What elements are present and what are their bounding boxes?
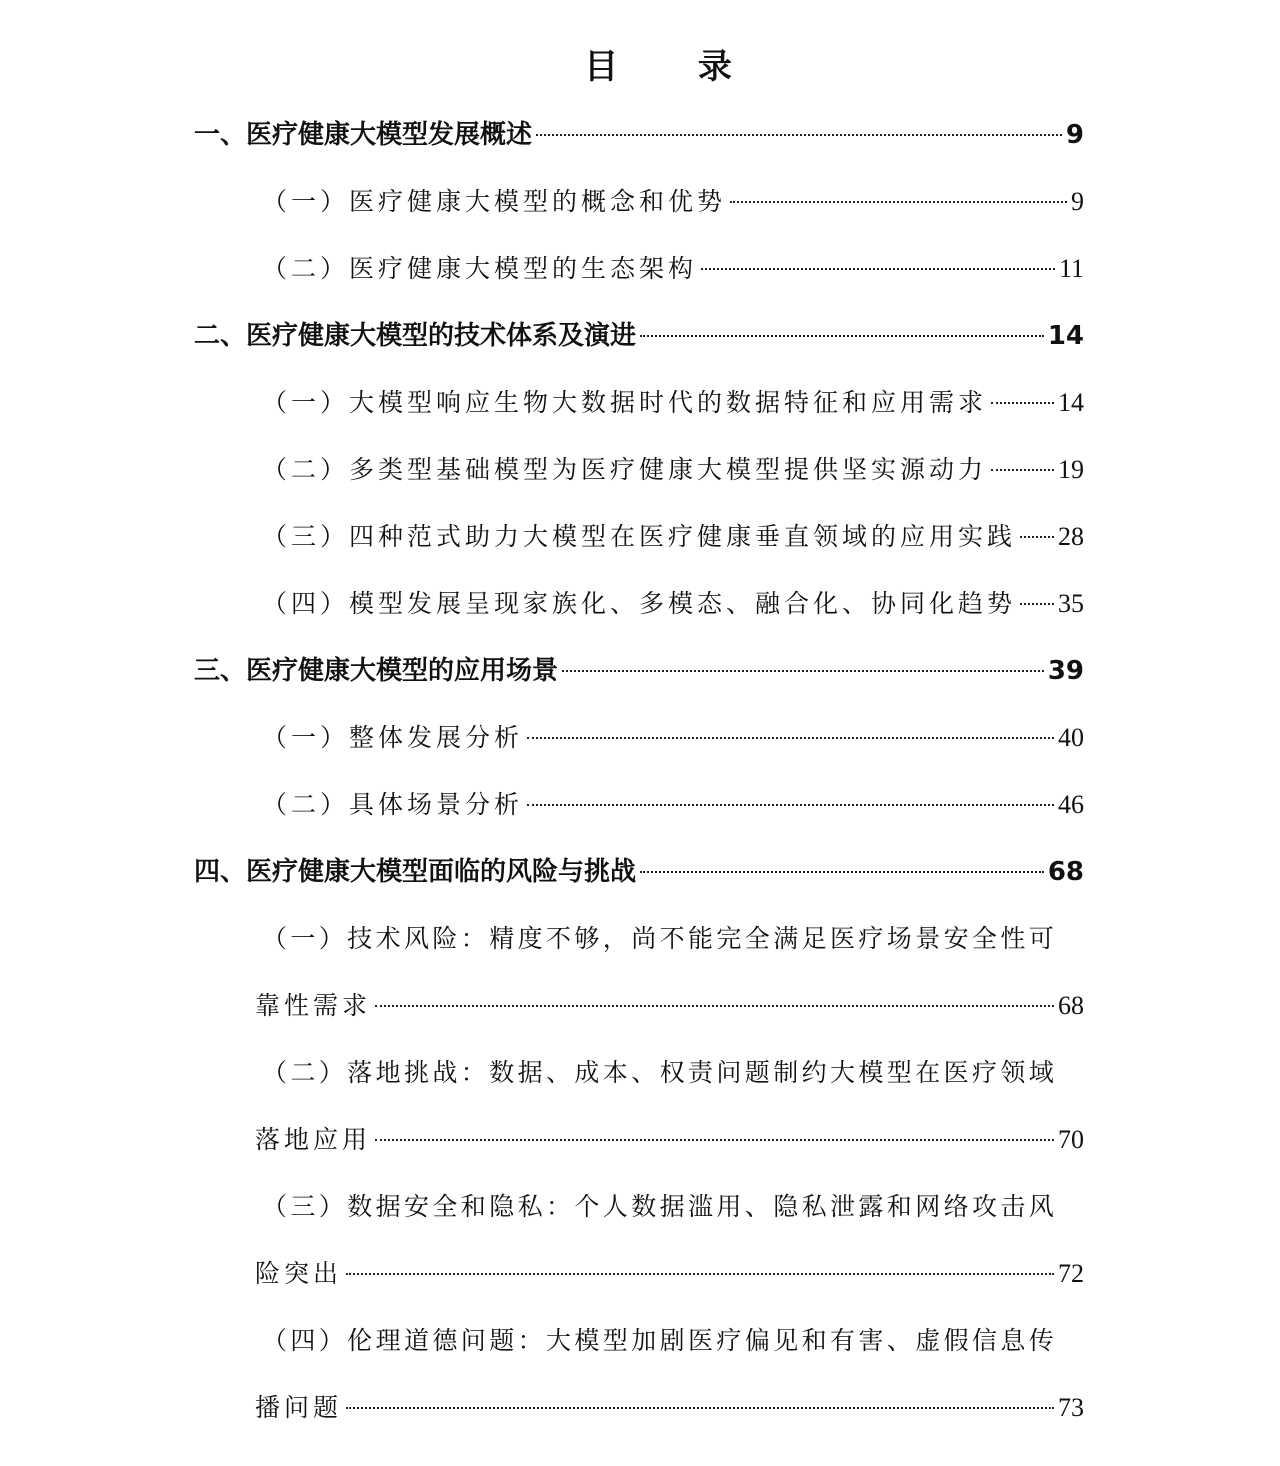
dot-leader (527, 804, 1054, 806)
dot-leader (730, 201, 1067, 203)
dot-leader (1020, 536, 1054, 538)
toc-entry-page: 14 (1047, 321, 1084, 351)
toc-entry-section-4-2-cont[interactable] (255, 1120, 1084, 1160)
toc-entry-page: 70 (1058, 1125, 1084, 1154)
dot-leader (536, 134, 1062, 136)
toc-entry-chapter-3[interactable] (194, 651, 1084, 691)
toc-entry-section-4-4[interactable] (262, 1321, 1084, 1361)
dot-leader (346, 1407, 1054, 1409)
dot-leader (991, 402, 1054, 404)
toc-entry-text: 播问题 (255, 1393, 343, 1422)
dot-leader (701, 268, 1055, 270)
toc-entry-section-4-2[interactable] (262, 1053, 1084, 1093)
toc-entry-section-4-1-cont[interactable] (255, 986, 1084, 1026)
toc-entry-text: （四）伦理道德问题：大模型加剧医疗偏见和有害、虚假信息传 (262, 1326, 1058, 1355)
toc-entry-page: 46 (1058, 790, 1084, 819)
toc-entry-section-4-3-cont[interactable] (255, 1254, 1084, 1294)
toc-entry-section-1-1[interactable] (262, 182, 1084, 222)
toc-entry-page: 14 (1058, 388, 1084, 417)
toc-entry-page: 9 (1071, 187, 1084, 216)
toc-entry-page: 11 (1058, 254, 1084, 283)
toc-entry-page: 68 (1058, 991, 1084, 1020)
toc-entry-section-3-2[interactable] (262, 785, 1084, 825)
toc-entry-page: 35 (1058, 589, 1084, 618)
dot-leader (527, 737, 1054, 739)
toc-entry-text: 四、医疗健康大模型面临的风险与挑战 (194, 857, 637, 887)
page-title: 目 录 (584, 47, 766, 87)
dot-leader (562, 670, 1044, 672)
toc-entry-chapter-1[interactable] (194, 115, 1084, 155)
toc-entry-text: 一、医疗健康大模型发展概述 (194, 120, 533, 150)
toc-entry-page: 73 (1058, 1393, 1084, 1422)
toc-entry-section-4-4-cont[interactable] (255, 1388, 1084, 1428)
toc-entry-chapter-4[interactable] (194, 852, 1084, 892)
toc-entry-text: （三）四种范式助力大模型在医疗健康垂直领域的应用实践 (262, 522, 1017, 551)
toc-entry-text: 三、医疗健康大模型的应用场景 (194, 656, 559, 686)
toc-entry-text: （一）技术风险：精度不够，尚不能完全满足医疗场景安全性可 (262, 924, 1058, 953)
toc-entry-page: 39 (1047, 656, 1084, 686)
toc-entry-page: 28 (1058, 522, 1084, 551)
toc-entry-section-3-1[interactable] (262, 718, 1084, 758)
toc-entry-page: 9 (1065, 120, 1084, 150)
toc-entry-page: 40 (1058, 723, 1084, 752)
toc-entry-section-2-1[interactable] (262, 383, 1084, 423)
toc-entry-chapter-2[interactable] (194, 316, 1084, 356)
toc-entry-section-4-1[interactable] (262, 919, 1084, 959)
dot-leader (375, 1139, 1054, 1141)
dot-leader (346, 1273, 1054, 1275)
toc-entry-section-1-2[interactable] (262, 249, 1084, 289)
toc-entry-page: 72 (1058, 1259, 1084, 1288)
toc-entry-page: 19 (1058, 455, 1084, 484)
toc-entry-section-2-3[interactable] (262, 517, 1084, 557)
dot-leader (640, 871, 1044, 873)
dot-leader (640, 335, 1044, 337)
toc-entry-section-4-3[interactable] (262, 1187, 1084, 1227)
toc-entry-text: （二）多类型基础模型为医疗健康大模型提供坚实源动力 (262, 455, 988, 484)
toc-entry-text: 二、医疗健康大模型的技术体系及演进 (194, 321, 637, 351)
toc-entry-text: （一）大模型响应生物大数据时代的数据特征和应用需求 (262, 388, 988, 417)
dot-leader (1020, 603, 1054, 605)
toc-entry-text: （一）医疗健康大模型的概念和优势 (262, 187, 727, 216)
toc-entry-page: 68 (1047, 857, 1084, 887)
toc-entry-section-2-4[interactable] (262, 584, 1084, 624)
dot-leader (991, 469, 1054, 471)
dot-leader (375, 1005, 1054, 1007)
toc-entry-section-2-2[interactable] (262, 450, 1084, 490)
toc-entry-text: 险突出 (255, 1259, 343, 1288)
toc-entry-text: （三）数据安全和隐私：个人数据滥用、隐私泄露和网络攻击风 (262, 1192, 1058, 1221)
toc-entry-text: 靠性需求 (255, 991, 372, 1020)
toc-entry-text: （四）模型发展呈现家族化、多模态、融合化、协同化趋势 (262, 589, 1017, 618)
toc-entry-text: （一）整体发展分析 (262, 723, 524, 752)
toc-entry-text: （二）医疗健康大模型的生态架构 (262, 254, 698, 283)
toc-entry-text: 落地应用 (255, 1125, 372, 1154)
toc-entry-text: （二）落地挑战：数据、成本、权责问题制约大模型在医疗领域 (262, 1058, 1058, 1087)
toc-entry-text: （二）具体场景分析 (262, 790, 524, 819)
